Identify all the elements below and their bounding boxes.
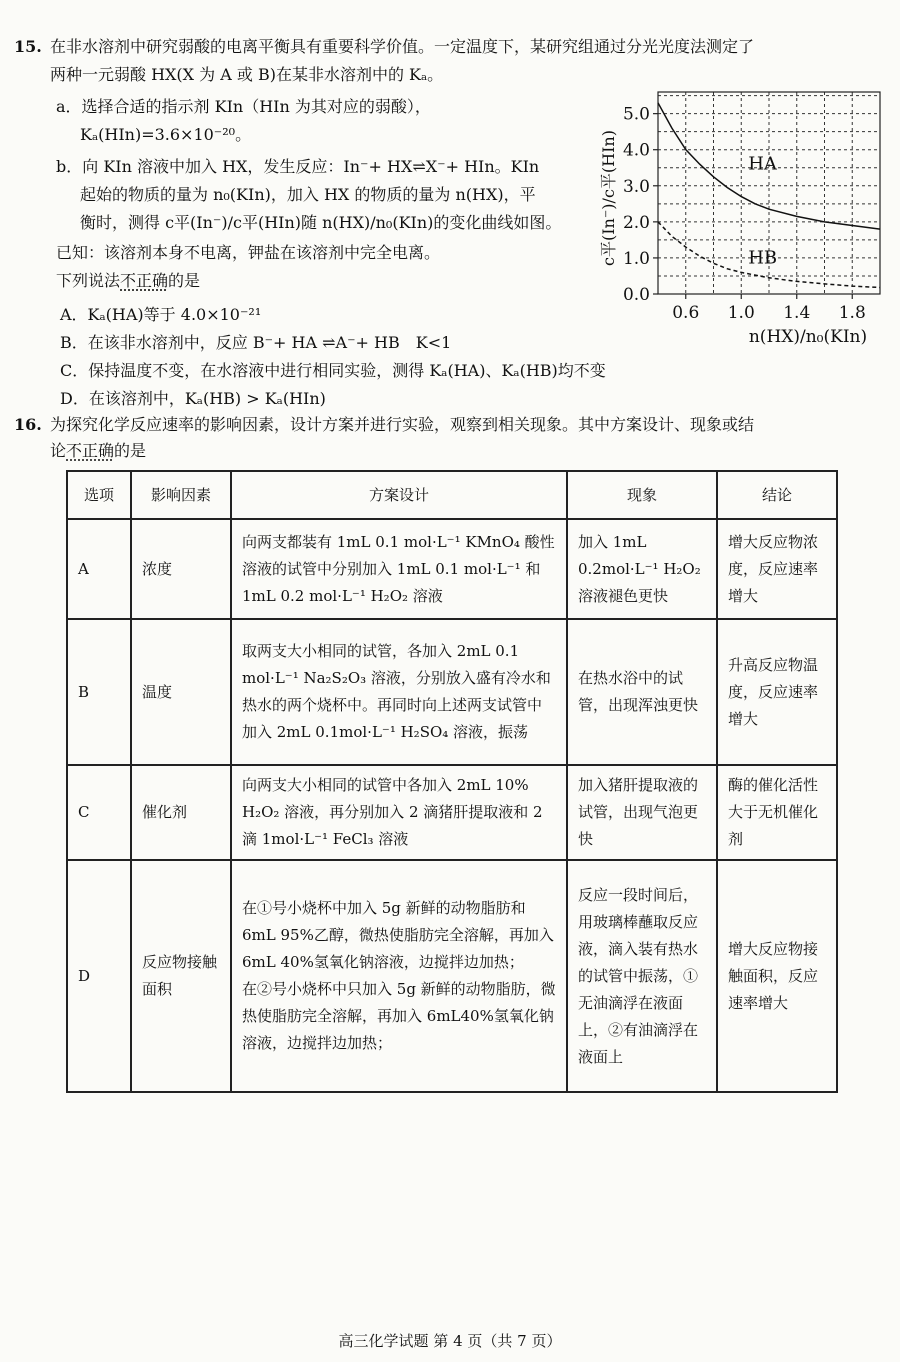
q15-option-d: D．在该溶剂中，Kₐ(HB) > Kₐ(HIn) (60, 389, 326, 408)
q15-stem-line2: 两种一元弱酸 HX(X 为 A 或 B)在某非水溶剂中的 Kₐ。 (50, 65, 444, 84)
cell-design (231, 860, 567, 1092)
table-row (67, 860, 837, 1092)
y-tick-label: 0.0 (622, 285, 650, 305)
q15-prompt-emphasis: 不正确 (120, 271, 169, 290)
table-header-row (67, 471, 837, 519)
x-tick-label: 1.0 (727, 303, 755, 323)
q15-option-c: C．保持温度不变，在水溶液中进行相同实验，测得 Kₐ(HA)、Kₐ(HB)均不变 (60, 361, 606, 380)
x-axis-label: n(HX)/n₀(KIn) (748, 327, 868, 347)
cell-factor: 催化剂 (131, 765, 231, 860)
experiment-table (66, 470, 838, 1093)
table-row (67, 619, 837, 765)
cell-conclusion: 增大反应物接触面积，反应速率增大 (717, 860, 837, 1092)
cell-factor: 反应物接触面积 (131, 860, 231, 1092)
q15-stem-line1: 在非水溶剂中研究弱酸的电离平衡具有重要科学价值。一定温度下，某研究组通过分光光度法测定了 (50, 37, 755, 56)
header-phenomenon: 现象 (567, 471, 717, 519)
q16-stem-line1: 为探究化学反应速率的影响因素，设计方案并进行实验，观察到相关现象。其中方案设计、现象或结 (50, 415, 755, 434)
table-row (67, 519, 837, 619)
header-conclusion: 结论 (717, 471, 837, 519)
cell-design: 取两支大小相同的试管，各加入 2mL 0.1 mol·L⁻¹ Na₂S₂O₃ 溶液，分别放入盛有冷水和热水的两个烧杯中。再同时向上述两支试管中加入 2mL 0.1mol·L⁻¹ H₂SO₄ 溶液，振荡 (231, 619, 567, 765)
x-tick-label: 1.4 (783, 303, 811, 323)
y-tick-label: 3.0 (622, 176, 650, 197)
ratio-curve-chart (590, 90, 890, 360)
header-design: 方案设计 (231, 471, 567, 519)
cell-conclusion: 升高反应物温度，反应速率增大 (717, 619, 837, 765)
q15-option-b: B．在该非水溶剂中，反应 B⁻+ HA ⇌A⁻+ HB K<1 (60, 333, 452, 352)
q16-stem-emphasis: 不正确 (66, 441, 115, 460)
y-tick-labels (623, 105, 658, 305)
cell-option: A (67, 519, 131, 619)
q15-item-b-line1: b．向 KIn 溶液中加入 HX，发生反应：In⁻+ HX⇌X⁻+ HIn。KIn (56, 157, 540, 176)
series-label-hb: HB (748, 247, 778, 269)
cell-option: D (67, 860, 131, 1092)
q15-item-a-line1: a．选择合适的指示剂 KIn（HIn 为其对应的弱酸）， (56, 97, 431, 116)
cell-option: B (67, 619, 131, 765)
q16-number: 16. (14, 415, 42, 434)
cell-factor: 温度 (131, 619, 231, 765)
table-row (67, 765, 837, 860)
q15-option-a: A．Kₐ(HA)等于 4.0×10⁻²¹ (60, 305, 262, 324)
q15-known: 已知：该溶剂本身不电离，钾盐在该溶剂中完全电离。 (56, 243, 441, 262)
cell-phenomenon: 反应一段时间后，用玻璃棒蘸取反应液，滴入装有热水的试管中振荡，①无油滴浮在液面上，②有油滴浮在液面上 (567, 860, 717, 1092)
page-footer: 高三化学试题 第 4 页（共 7 页） (338, 1332, 562, 1350)
design-beaker-2: 在②号小烧杯中只加入 5g 新鲜的动物脂肪，微热使脂肪完全溶解，再加入 6mL40%氢氧化钠溶液，边搅拌边加热； (242, 980, 556, 1052)
header-factor: 影响因素 (131, 471, 231, 519)
cell-phenomenon: 加入猪肝提取液的试管，出现气泡更快 (567, 765, 717, 860)
header-option: 选项 (67, 471, 131, 519)
q15-prompt: 下列说法不正确的是 (56, 271, 201, 290)
q15-item-b-line2: 起始的物质的量为 n₀(KIn)，加入 HX 的物质的量为 n(HX)，平 (80, 185, 536, 204)
cell-conclusion: 酶的催化活性大于无机催化剂 (717, 765, 837, 860)
y-tick-label: 2.0 (622, 212, 650, 233)
q16-stem-line2: 论不正确的是 (50, 441, 147, 460)
x-tick-labels (672, 294, 866, 323)
y-tick-label: 1.0 (622, 248, 650, 269)
cell-factor: 浓度 (131, 519, 231, 619)
cell-option: C (67, 765, 131, 860)
q15-number: 15. (14, 37, 42, 56)
x-tick-label: 0.6 (672, 303, 700, 323)
x-tick-label: 1.8 (838, 303, 866, 323)
series-label-ha: HA (748, 153, 777, 175)
q15-item-b-line3: 衡时，测得 c平(In⁻)/c平(HIn)随 n(HX)/n₀(KIn)的变化曲线如图。 (80, 213, 562, 232)
cell-design: 向两支都装有 1mL 0.1 mol·L⁻¹ KMnO₄ 酸性溶液的试管中分别加入 1mL 0.1 mol·L⁻¹ 和 1mL 0.2 mol·L⁻¹ H₂O₂ 溶液 (231, 519, 567, 619)
cell-phenomenon: 在热水浴中的试管，出现浑浊更快 (567, 619, 717, 765)
y-tick-label: 5.0 (622, 104, 650, 125)
cell-phenomenon: 加入 1mL 0.2mol·L⁻¹ H₂O₂ 溶液褪色更快 (567, 519, 717, 619)
y-axis-label: c平(In⁻)/c平(HIn) (599, 130, 618, 266)
y-tick-label: 4.0 (622, 140, 650, 161)
cell-design: 向两支大小相同的试管中各加入 2mL 10% H₂O₂ 溶液，再分别加入 2 滴猪肝提取液和 2 滴 1mol·L⁻¹ FeCl₃ 溶液 (231, 765, 567, 860)
design-beaker-1: 在①号小烧杯中加入 5g 新鲜的动物脂肪和 6mL 95%乙醇，微热使脂肪完全溶解，再加入 6mL 40%氢氧化钠溶液，边搅拌边加热； (242, 899, 554, 971)
cell-conclusion: 增大反应物浓度，反应速率增大 (717, 519, 837, 619)
q15-item-a-line2: Kₐ(HIn)=3.6×10⁻²⁰。 (80, 125, 252, 144)
